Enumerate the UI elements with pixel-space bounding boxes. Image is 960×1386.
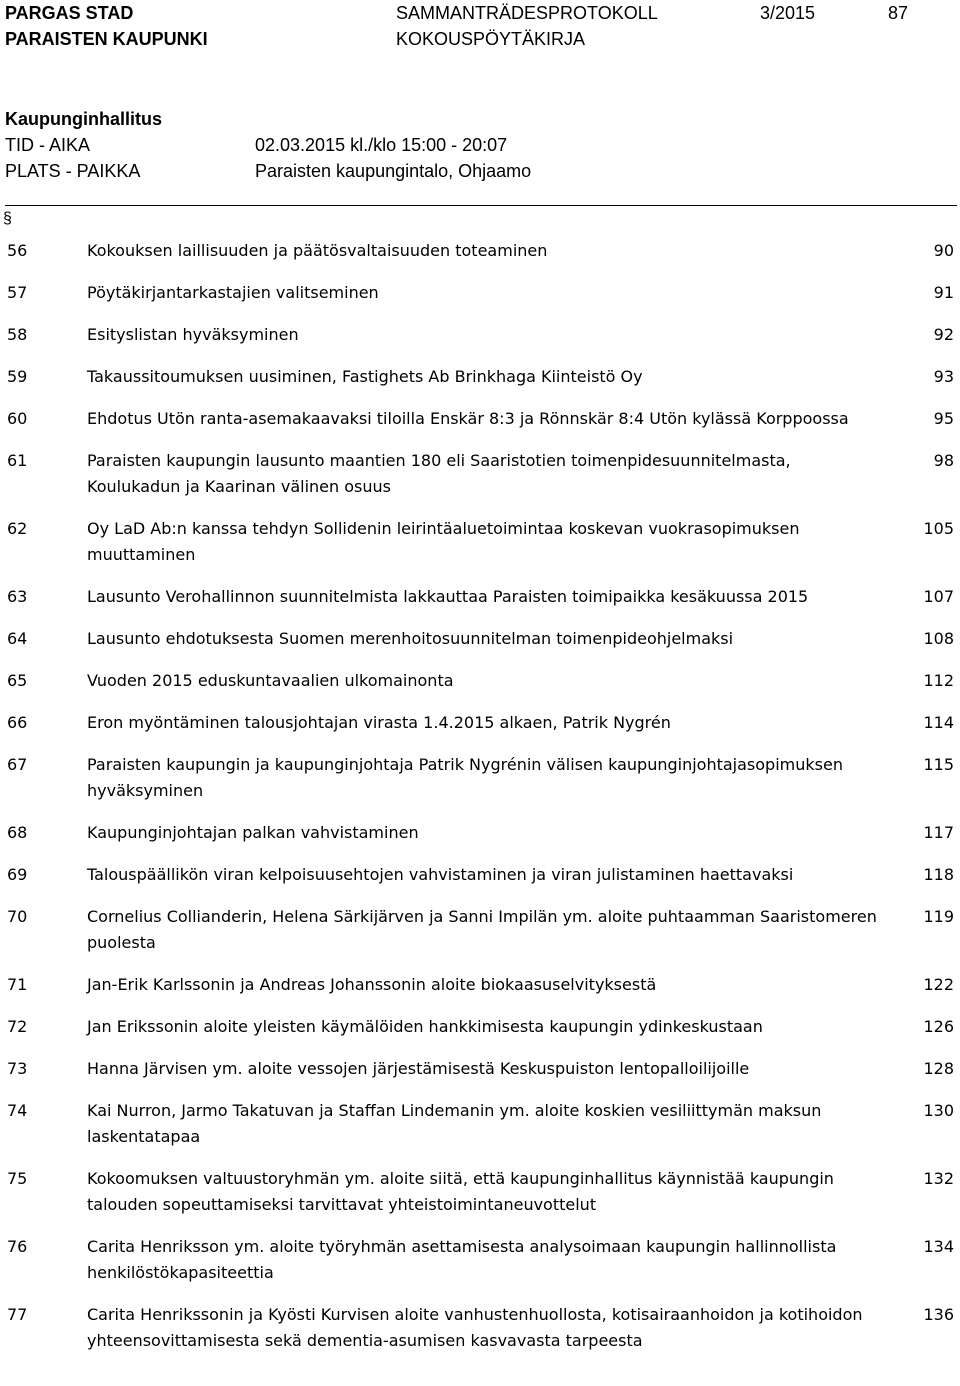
agenda-item[interactable] bbox=[0, 820, 960, 846]
agenda-item-page: 91 bbox=[933, 283, 954, 302]
agenda-item-title: Talouspäällikön viran kelpoisuusehtojen vahvistaminen ja viran julistaminen haettavaksi bbox=[87, 865, 794, 884]
agenda-item-page: 107 bbox=[923, 587, 954, 606]
agenda-item-title: Jan Erikssonin aloite yleisten käymälöiden hankkimisesta kaupungin ydinkeskustaan bbox=[87, 1017, 763, 1036]
agenda-item-page: 114 bbox=[923, 713, 954, 732]
agenda-item-title: Paraisten kaupungin lausunto maantien 180 eli Saaristotien toimenpidesuunnitelmasta, Koulukadun ja Kaarinan välinen osuus bbox=[87, 451, 791, 496]
agenda-item[interactable] bbox=[0, 406, 960, 432]
organization-name-fi: PARGAS STAD bbox=[5, 3, 134, 23]
agenda-item-title: Esityslistan hyväksyminen bbox=[87, 325, 299, 344]
agenda-item[interactable] bbox=[0, 710, 960, 736]
agenda-item-number: 72 bbox=[7, 1017, 28, 1036]
agenda-item-number: 60 bbox=[7, 409, 28, 428]
agenda-item[interactable] bbox=[0, 972, 960, 998]
page-number: 87 bbox=[888, 3, 909, 23]
agenda-item[interactable] bbox=[0, 668, 960, 694]
agenda-item[interactable] bbox=[0, 1234, 960, 1286]
agenda-item-page: 95 bbox=[933, 409, 954, 428]
agenda-item-number: 77 bbox=[7, 1305, 28, 1324]
agenda-item-number: 71 bbox=[7, 975, 28, 994]
agenda-item-title: Vuoden 2015 eduskuntavaalien ulkomainonta bbox=[87, 671, 454, 690]
agenda-item-number: 76 bbox=[7, 1237, 28, 1256]
place-label: PLATS - PAIKKA bbox=[5, 161, 141, 181]
agenda-item-title: Carita Henrikssonin ja Kyösti Kurvisen aloite vanhustenhuollosta, kotisairaanhoidon ja kotihoidon yhteensovittamisesta sekä dementia-asumisen kasvavasta tarpeesta bbox=[87, 1305, 863, 1350]
agenda-item-page: 122 bbox=[923, 975, 954, 994]
agenda-item-number: 69 bbox=[7, 865, 28, 884]
agenda-item[interactable] bbox=[0, 1098, 960, 1150]
agenda-item[interactable] bbox=[0, 1014, 960, 1040]
issue-number: 3/2015 bbox=[760, 3, 816, 23]
agenda-item-title: Oy LaD Ab:n kanssa tehdyn Sollidenin leirintäaluetoimintaa koskevan vuokrasopimuksen muuttaminen bbox=[87, 519, 800, 564]
agenda-item-title: Kaupunginjohtajan palkan vahvistaminen bbox=[87, 823, 419, 842]
agenda-item-number: 65 bbox=[7, 671, 28, 690]
agenda-item-page: 98 bbox=[933, 451, 954, 470]
agenda-item-number: 75 bbox=[7, 1169, 28, 1188]
meeting-organ: Kaupunginhallitus bbox=[5, 109, 162, 129]
agenda-item[interactable] bbox=[0, 516, 960, 568]
document-type-fi: KOKOUSPÖYTÄKIRJA bbox=[396, 29, 586, 49]
agenda-item-title: Lausunto ehdotuksesta Suomen merenhoitosuunnitelman toimenpideohjelmaksi bbox=[87, 629, 734, 648]
agenda-item[interactable] bbox=[0, 238, 960, 264]
agenda-item[interactable] bbox=[0, 364, 960, 390]
agenda-item-page: 90 bbox=[933, 241, 954, 260]
agenda-item-number: 66 bbox=[7, 713, 28, 732]
agenda-item-title: Paraisten kaupungin ja kaupunginjohtaja Patrik Nygrénin välisen kaupunginjohtajasopimuksen hyväksyminen bbox=[87, 755, 843, 800]
agenda-item-number: 59 bbox=[7, 367, 28, 386]
agenda-list bbox=[0, 238, 960, 1370]
agenda-item-page: 117 bbox=[923, 823, 954, 842]
agenda-item-title: Cornelius Collianderin, Helena Särkijärven ja Sanni Impilän ym. aloite puhtaamman Saaristomeren puolesta bbox=[87, 907, 877, 952]
agenda-item[interactable] bbox=[0, 862, 960, 888]
agenda-item-number: 61 bbox=[7, 451, 28, 470]
agenda-item-number: 58 bbox=[7, 325, 28, 344]
agenda-item-page: 118 bbox=[923, 865, 954, 884]
agenda-item[interactable] bbox=[0, 1302, 960, 1354]
agenda-item-number: 63 bbox=[7, 587, 28, 606]
header-divider bbox=[5, 205, 957, 206]
agenda-item-number: 73 bbox=[7, 1059, 28, 1078]
agenda-item-number: 57 bbox=[7, 283, 28, 302]
agenda-item-number: 68 bbox=[7, 823, 28, 842]
place-value: Paraisten kaupungintalo, Ohjaamo bbox=[255, 161, 532, 181]
agenda-item-title: Takaussitoumuksen uusiminen, Fastighets Ab Brinkhaga Kiinteistö Oy bbox=[87, 367, 643, 386]
agenda-item[interactable] bbox=[0, 752, 960, 804]
agenda-item-page: 105 bbox=[923, 519, 954, 538]
agenda-item-title: Jan-Erik Karlssonin ja Andreas Johanssonin aloite biokaasuselvityksestä bbox=[87, 975, 657, 994]
agenda-item-title: Lausunto Verohallinnon suunnitelmista lakkauttaa Paraisten toimipaikka kesäkuussa 2015 bbox=[87, 587, 809, 606]
agenda-item-page: 119 bbox=[923, 907, 954, 926]
agenda-item-number: 70 bbox=[7, 907, 28, 926]
agenda-item[interactable] bbox=[0, 904, 960, 956]
agenda-item[interactable] bbox=[0, 322, 960, 348]
agenda-item-page: 108 bbox=[923, 629, 954, 648]
agenda-item[interactable] bbox=[0, 1166, 960, 1218]
time-label: TID - AIKA bbox=[5, 135, 91, 155]
section-mark: § bbox=[3, 210, 12, 227]
agenda-item-page: 134 bbox=[923, 1237, 954, 1256]
agenda-item-title: Kokouksen laillisuuden ja päätösvaltaisuuden toteaminen bbox=[87, 241, 548, 260]
agenda-item-number: 62 bbox=[7, 519, 28, 538]
agenda-item-page: 112 bbox=[923, 671, 954, 690]
agenda-item[interactable] bbox=[0, 584, 960, 610]
agenda-item-page: 92 bbox=[933, 325, 954, 344]
agenda-item-number: 56 bbox=[7, 241, 28, 260]
agenda-item-number: 74 bbox=[7, 1101, 28, 1120]
agenda-item-title: Kai Nurron, Jarmo Takatuvan ja Staffan Lindemanin ym. aloite koskien vesiliittymän maksun laskentatapaa bbox=[87, 1101, 822, 1146]
agenda-item-page: 132 bbox=[923, 1169, 954, 1188]
agenda-item-title: Kokoomuksen valtuustoryhmän ym. aloite siitä, että kaupunginhallitus käynnistää kaupungin talouden sopeuttamiseksi tarvittavat yhteistoimintaneuvottelut bbox=[87, 1169, 834, 1214]
agenda-item-page: 128 bbox=[923, 1059, 954, 1078]
time-value: 02.03.2015 kl./klo 15:00 - 20:07 bbox=[255, 135, 508, 155]
agenda-item-title: Pöytäkirjantarkastajien valitseminen bbox=[87, 283, 379, 302]
agenda-item[interactable] bbox=[0, 626, 960, 652]
agenda-item-number: 67 bbox=[7, 755, 28, 774]
agenda-item[interactable] bbox=[0, 448, 960, 500]
agenda-item[interactable] bbox=[0, 1056, 960, 1082]
agenda-item-number: 64 bbox=[7, 629, 28, 648]
agenda-item-page: 126 bbox=[923, 1017, 954, 1036]
agenda-item-page: 130 bbox=[923, 1101, 954, 1120]
agenda-item-title: Ehdotus Utön ranta-asemakaavaksi tiloilla Enskär 8:3 ja Rönnskär 8:4 Utön kylässä Korppoossa bbox=[87, 409, 849, 428]
agenda-item-title: Hanna Järvisen ym. aloite vessojen järjestämisestä Keskuspuiston lentopalloilijoille bbox=[87, 1059, 750, 1078]
agenda-item-page: 93 bbox=[933, 367, 954, 386]
agenda-item[interactable] bbox=[0, 280, 960, 306]
agenda-item-title: Carita Henriksson ym. aloite työryhmän asettamisesta analysoimaan kaupungin hallinnollista henkilöstökapasiteettia bbox=[87, 1237, 837, 1282]
agenda-item-title: Eron myöntäminen talousjohtajan virasta 1.4.2015 alkaen, Patrik Nygrén bbox=[87, 713, 671, 732]
organization-name-sv: PARAISTEN KAUPUNKI bbox=[5, 29, 208, 49]
agenda-item-page: 136 bbox=[923, 1305, 954, 1324]
agenda-item-page: 115 bbox=[923, 755, 954, 774]
document-type-sv: SAMMANTRÄDESPROTOKOLL bbox=[396, 3, 658, 23]
